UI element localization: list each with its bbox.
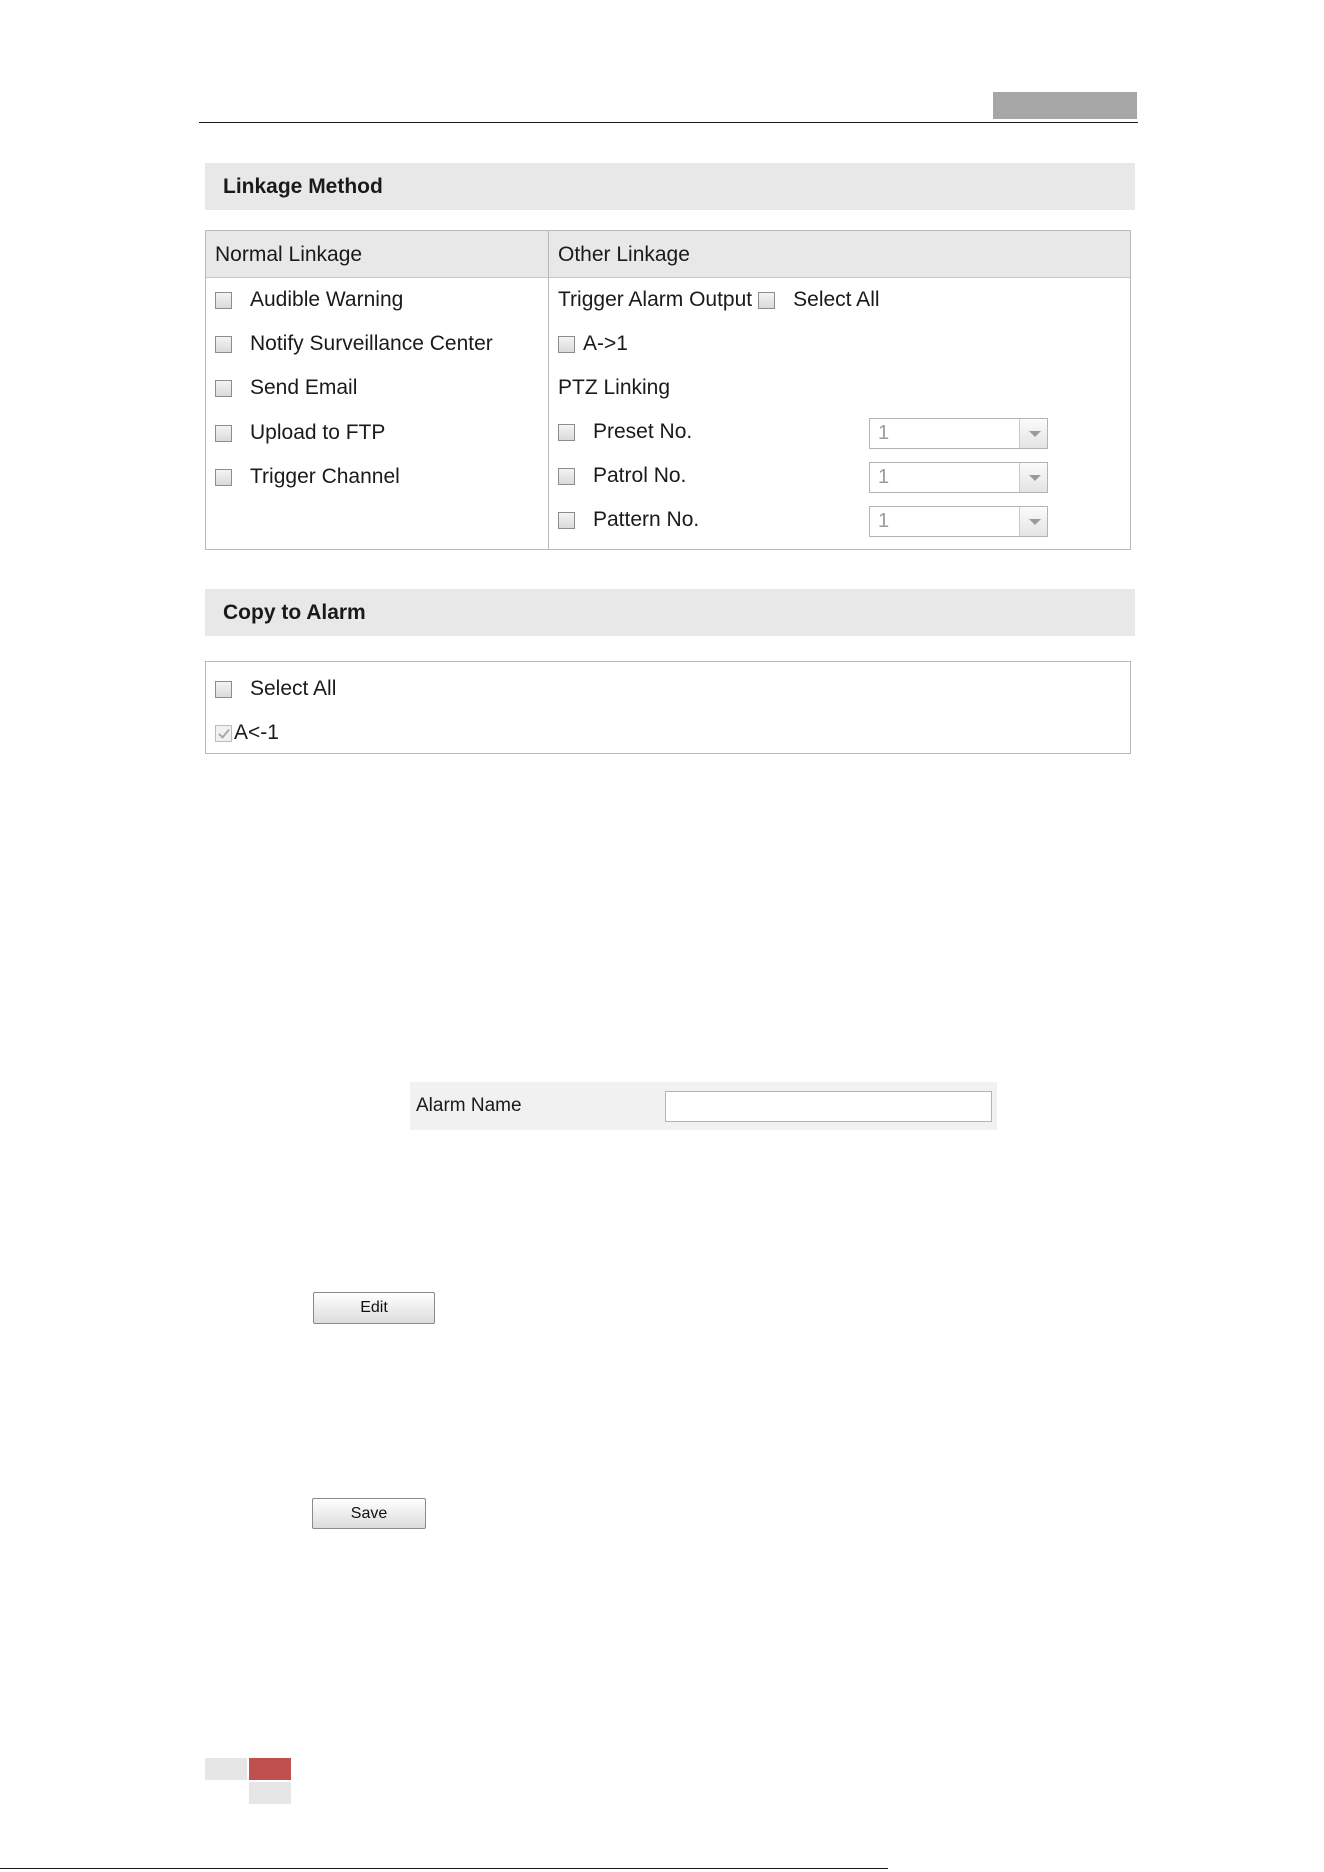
copy-item-row <box>215 718 279 748</box>
other-linkage-title: Other Linkage <box>558 243 690 266</box>
alarm-output-select-all-label: Select All <box>793 288 880 311</box>
alarm-output-a1-checkbox[interactable] <box>558 336 575 353</box>
trigger-channel-checkbox[interactable] <box>215 469 232 486</box>
audible-warning-row[interactable] <box>215 285 403 315</box>
audible-warning-checkbox[interactable] <box>215 292 232 309</box>
copy-select-all-checkbox[interactable] <box>215 681 232 698</box>
linkage-method-header <box>205 163 1135 210</box>
preset-select[interactable] <box>869 418 1048 449</box>
alarm-output-a1-label: A->1 <box>583 332 628 355</box>
patrol-select[interactable] <box>869 462 1048 493</box>
pattern-select-value: 1 <box>878 510 890 532</box>
header-rule <box>199 122 1138 123</box>
copy-select-all-label: Select All <box>250 677 337 700</box>
send-email-row[interactable] <box>215 373 357 403</box>
footer-rule <box>0 1868 888 1869</box>
upload-to-ftp-checkbox[interactable] <box>215 425 232 442</box>
patrol-checkbox[interactable] <box>558 468 575 485</box>
copy-to-alarm-header <box>205 589 1135 636</box>
copy-to-alarm-title: Copy to Alarm <box>223 601 366 624</box>
edit-button[interactable]: Edit <box>313 1292 435 1324</box>
preset-select-value: 1 <box>878 422 890 444</box>
footer-gray-block-lower <box>249 1782 291 1804</box>
preset-label: Preset No. <box>593 420 693 443</box>
pattern-label: Pattern No. <box>593 508 700 531</box>
chevron-down-icon[interactable] <box>1019 507 1047 536</box>
header-gray-block <box>993 92 1137 119</box>
save-button[interactable]: Save <box>312 1498 426 1529</box>
linkage-table-divider <box>548 231 549 549</box>
pattern-row[interactable] <box>558 505 699 535</box>
chevron-down-icon[interactable] <box>1019 419 1047 448</box>
alarm-output-select-all-checkbox[interactable] <box>758 292 775 309</box>
send-email-checkbox[interactable] <box>215 380 232 397</box>
preset-checkbox[interactable] <box>558 424 575 441</box>
footer-red-block <box>249 1758 291 1780</box>
upload-to-ftp-row[interactable] <box>215 418 385 448</box>
trigger-channel-row[interactable] <box>215 462 400 492</box>
preset-row[interactable] <box>558 417 692 447</box>
notify-surveillance-center-label: Notify Surveillance Center <box>250 332 493 355</box>
ptz-linking-label: PTZ Linking <box>558 376 671 399</box>
copy-item-checkbox <box>215 725 232 742</box>
alarm-output-a1-row[interactable] <box>558 329 628 359</box>
pattern-select[interactable] <box>869 506 1048 537</box>
audible-warning-label: Audible Warning <box>250 288 404 311</box>
pattern-checkbox[interactable] <box>558 512 575 529</box>
alarm-name-input[interactable] <box>665 1091 992 1122</box>
trigger-alarm-output-label: Trigger Alarm Output <box>558 288 753 311</box>
notify-surveillance-center-checkbox[interactable] <box>215 336 232 353</box>
patrol-select-value: 1 <box>878 466 890 488</box>
linkage-method-title: Linkage Method <box>223 175 383 198</box>
chevron-down-icon[interactable] <box>1019 463 1047 492</box>
alarm-name-row <box>410 1082 997 1130</box>
copy-item-label: A<-1 <box>234 721 279 744</box>
trigger-alarm-output-row <box>558 285 880 315</box>
copy-select-all-row[interactable] <box>215 674 336 704</box>
patrol-row[interactable] <box>558 461 686 491</box>
copy-to-alarm-box <box>205 661 1131 754</box>
footer-gray-block <box>205 1758 247 1780</box>
trigger-channel-label: Trigger Channel <box>250 465 400 488</box>
normal-linkage-title: Normal Linkage <box>215 243 363 266</box>
upload-to-ftp-label: Upload to FTP <box>250 421 386 444</box>
notify-surveillance-center-row[interactable] <box>215 329 493 359</box>
linkage-table <box>205 230 1131 550</box>
send-email-label: Send Email <box>250 376 358 399</box>
alarm-name-label: Alarm Name <box>416 1095 522 1116</box>
patrol-label: Patrol No. <box>593 464 687 487</box>
